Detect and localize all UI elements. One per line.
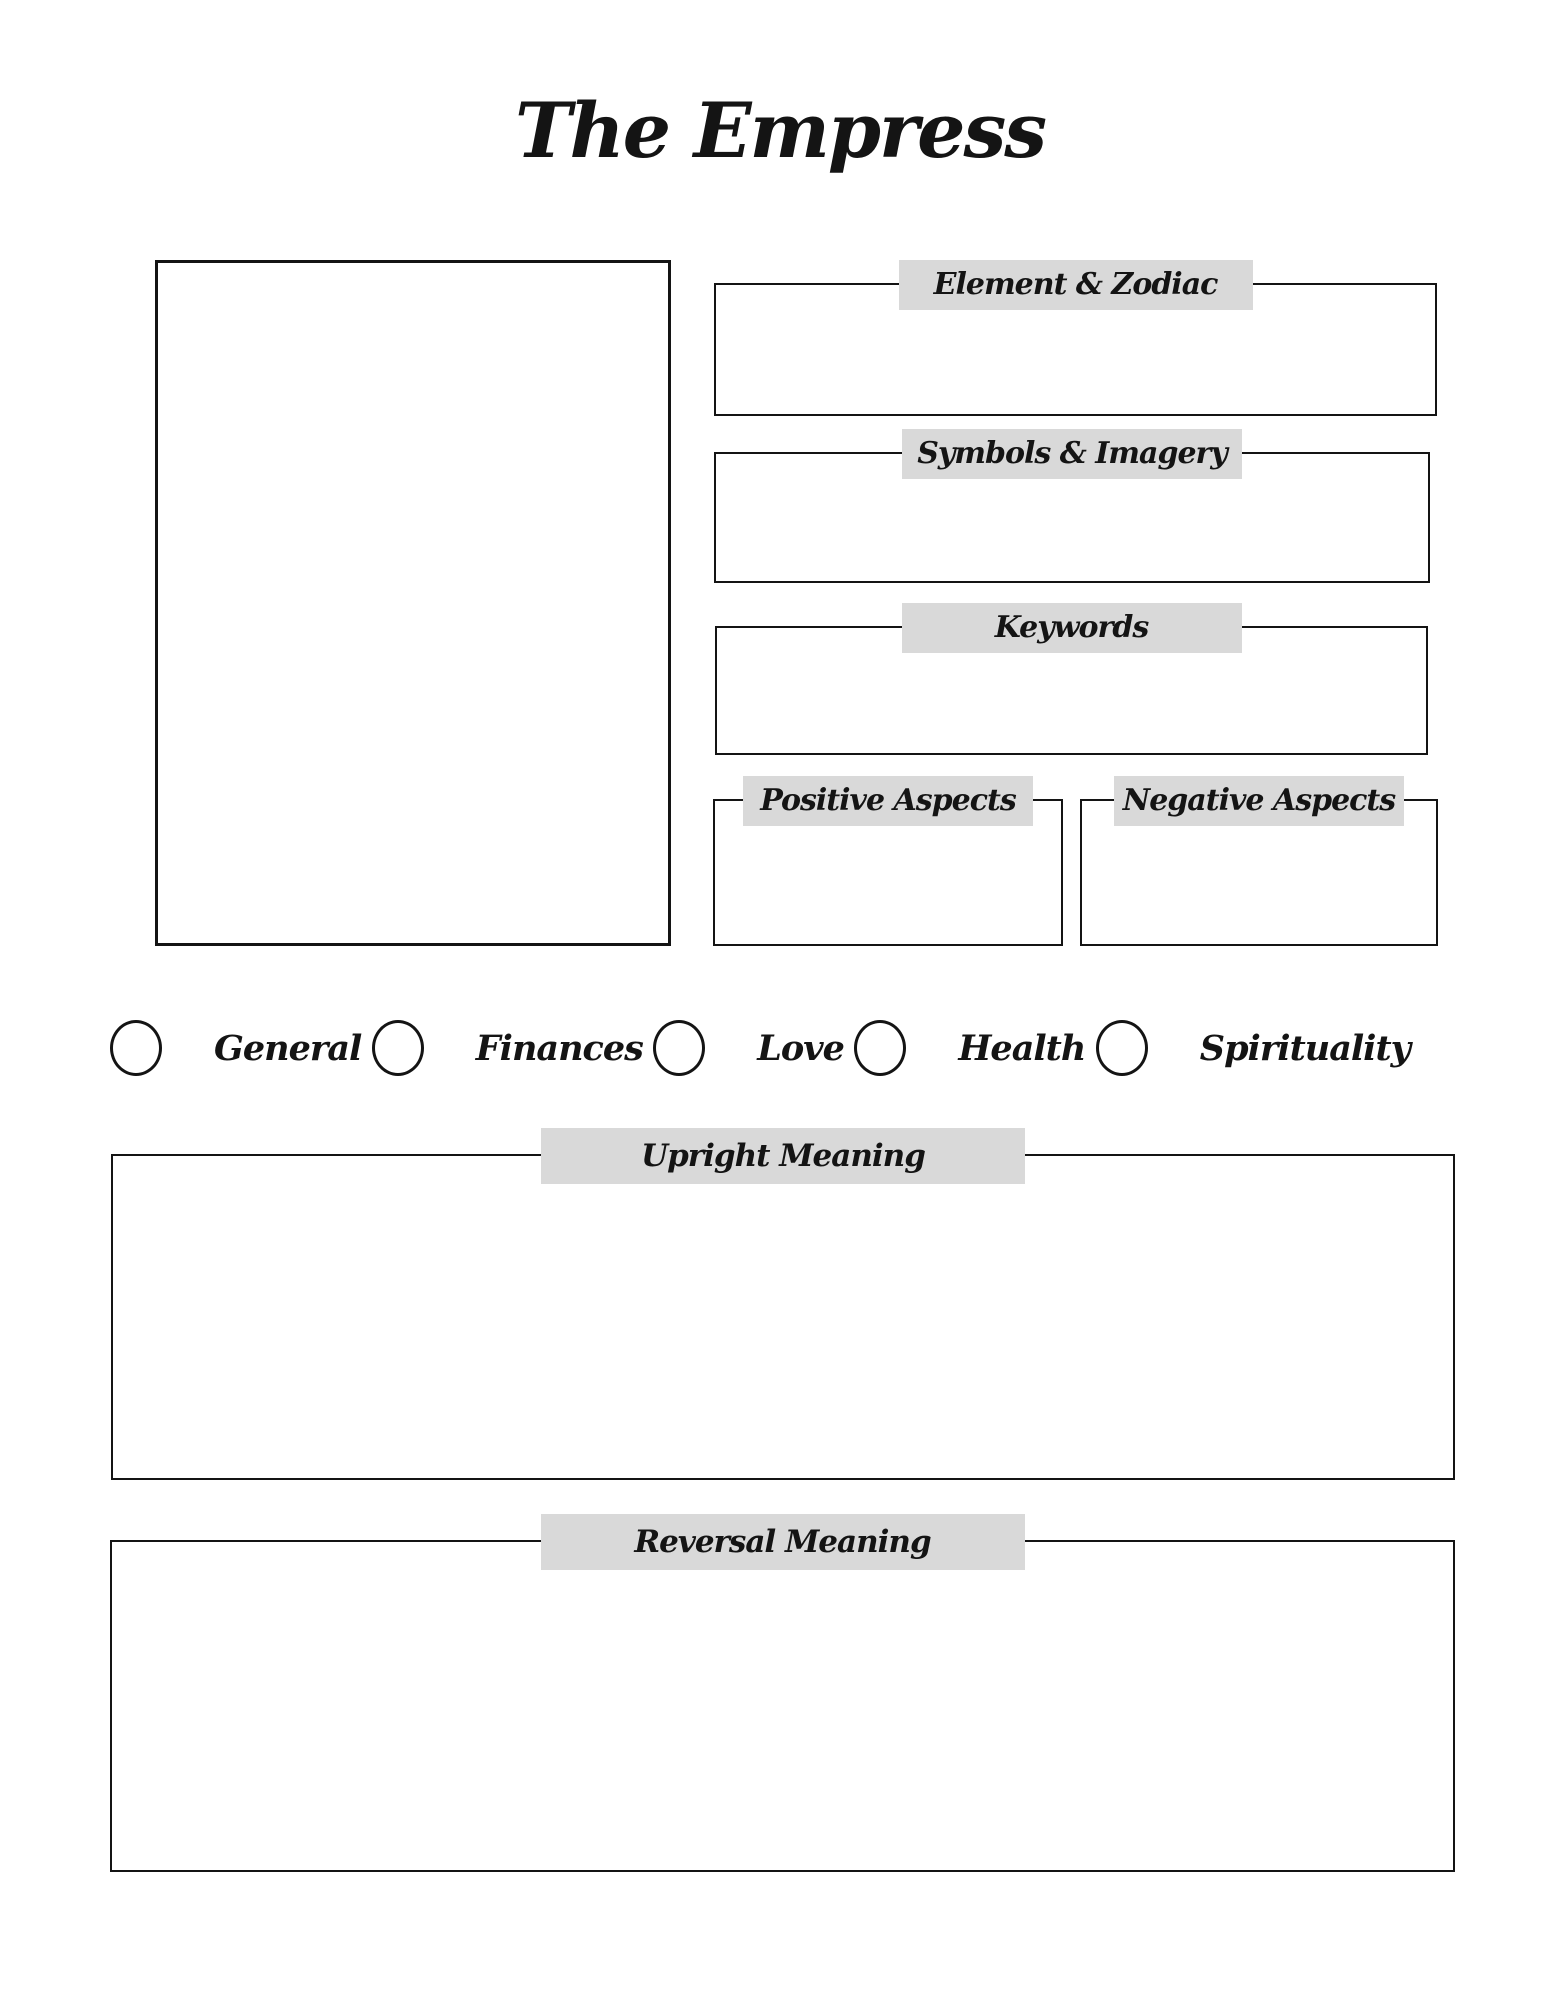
negative-aspects-label: Negative Aspects [1114,776,1404,826]
reversal-meaning-label: Reversal Meaning [541,1514,1025,1570]
symbols-imagery-write-area[interactable] [716,454,1428,581]
section-symbols-imagery [714,436,1430,583]
positive-aspects-write-area[interactable] [715,801,1061,944]
element-zodiac-label: Element & Zodiac [899,260,1253,310]
category-spirituality [1096,1020,1410,1076]
card-image-box[interactable] [155,260,671,946]
negative-aspects-write-area[interactable] [1082,801,1436,944]
category-health [854,1020,1085,1076]
section-positive-aspects [713,783,1063,946]
element-zodiac-write-area[interactable] [716,285,1435,414]
category-general [110,1020,361,1076]
general-check-circle[interactable] [110,1020,162,1076]
general-label: General [214,1027,362,1069]
section-upright-meaning [111,1138,1455,1480]
page-title: The Empress [514,86,1046,175]
section-element-zodiac [714,267,1437,416]
finances-label: Finances [475,1027,643,1069]
health-check-circle[interactable] [854,1020,906,1076]
section-keywords [715,610,1428,755]
symbols-imagery-label: Symbols & Imagery [902,429,1242,479]
spirituality-check-circle[interactable] [1096,1020,1148,1076]
health-label: Health [958,1027,1086,1069]
love-check-circle[interactable] [653,1020,705,1076]
positive-aspects-label: Positive Aspects [743,776,1033,826]
section-negative-aspects [1080,783,1438,946]
category-love [653,1020,844,1076]
section-reversal-meaning [110,1524,1455,1872]
category-finances [372,1020,643,1076]
upright-meaning-label: Upright Meaning [541,1128,1025,1184]
keywords-write-area[interactable] [717,628,1426,753]
upright-meaning-write-area[interactable] [113,1156,1453,1478]
reversal-meaning-write-area[interactable] [112,1542,1453,1870]
spirituality-label: Spirituality [1199,1027,1410,1069]
category-row [110,1016,1410,1080]
keywords-label: Keywords [902,603,1242,653]
finances-check-circle[interactable] [372,1020,424,1076]
love-label: Love [757,1027,844,1069]
